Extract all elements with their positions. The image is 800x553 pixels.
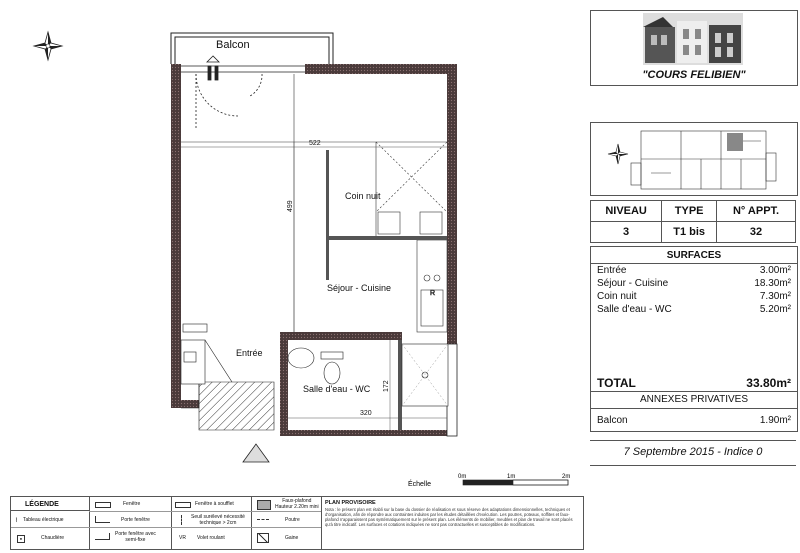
total-row — [597, 376, 791, 390]
legend-seuil: Seuil surélevé nécessité technique > 2cm — [191, 514, 245, 526]
scale-bar — [408, 474, 570, 488]
surface-label: Coin nuit — [597, 291, 637, 302]
legend-title: LÉGENDE — [25, 501, 59, 508]
legend-tilt-window-icon — [175, 502, 191, 508]
key-plan — [590, 122, 798, 196]
surface-row — [597, 304, 791, 315]
date-box — [590, 440, 796, 466]
legend-fenetre-soufflet: Fenêtre à soufflet — [195, 501, 234, 507]
key-plan-highlight — [727, 133, 743, 151]
legend-threshold-icon — [181, 515, 183, 525]
legend-vr-code: VR — [179, 535, 186, 541]
header-type: TYPE — [662, 201, 717, 222]
legend-faux-plafond: Faux-plafond Hauteur 2.20m mini — [275, 498, 319, 510]
dim-320: 320 — [360, 410, 372, 417]
plan-date: 7 Septembre 2015 - Indice 0 — [623, 446, 763, 458]
legend-porte-fenetre: Porte fenêtre — [121, 517, 150, 523]
surface-value: 5.20m² — [759, 304, 791, 315]
value-niveau: 3 — [591, 222, 662, 243]
total-label: TOTAL — [597, 376, 636, 390]
surface-row — [597, 291, 791, 302]
total-value: 33.80m² — [746, 376, 791, 390]
surface-value: 18.30m² — [754, 278, 791, 289]
scale-tick-2: 2m — [562, 474, 571, 480]
value-appt: 32 — [717, 222, 796, 243]
header-appt: N° APPT. — [717, 201, 796, 222]
dim-522: 522 — [309, 140, 321, 147]
legend-tableau: Tableau électrique — [23, 517, 64, 523]
surface-row — [597, 265, 791, 276]
entrance-arrow-icon — [243, 444, 269, 462]
surface-label: Salle d'eau - WC — [597, 304, 672, 315]
surfaces-title: SURFACES — [666, 250, 722, 261]
coin-nuit-partition — [326, 150, 447, 280]
balcony-door — [181, 56, 305, 128]
label-coin-nuit: Coin nuit — [345, 191, 381, 201]
value-type: T1 bis — [662, 222, 717, 243]
balcony-outline — [171, 33, 333, 64]
scale-tick-1: 1m — [507, 474, 516, 480]
entrance-hatch — [181, 324, 274, 430]
building-illustration — [643, 13, 743, 65]
surface-label: Entrée — [597, 265, 627, 276]
legend-semi-fixed-door-icon — [95, 533, 110, 540]
legend-gaine: Gaine — [285, 535, 299, 541]
surface-label: Séjour - Cuisine — [597, 278, 669, 289]
legend-beam-icon — [257, 519, 269, 520]
plan-provisoire-note: Nota : le présent plan est établi sur la base du dossier de réalisation et sous réserve des adaptations dimensionnelles, techniques et d'organisation, afin de répondre aux contraintes induites par les études détaillées d'exécution. Les poutres, poteaux, soffites et faux-plafond n'apparaissent pas systématiquement sur le présent plan. Les éléments de mobilier, meubles et plan de travail ne sont placés qu'à titre indicatif. Les surfaces et cotations indiquées ne sont pas contractuelles et susceptibles de modifications. — [325, 507, 573, 527]
scale-tick-0: 0m — [458, 474, 467, 480]
surface-value: 3.00m² — [759, 265, 791, 276]
project-title: "COURS FELIBIEN" — [642, 69, 746, 81]
legend-poutre: Poutre — [285, 517, 300, 523]
label-salle-eau: Salle d'eau - WC — [303, 384, 371, 394]
surface-row — [597, 278, 791, 289]
svg-text:R: R — [430, 290, 436, 297]
annex-value: 1.90m² — [759, 415, 791, 426]
surfaces-panel — [590, 246, 798, 432]
legend-porte-semi: Porte fenêtre avec semi-fixe — [115, 531, 156, 543]
legend-french-door-icon — [95, 516, 110, 523]
legend-window-icon — [95, 502, 111, 508]
legend-boiler-icon: ● — [17, 535, 25, 543]
label-sejour: Séjour - Cuisine — [327, 283, 392, 293]
label-balcon: Balcon — [216, 39, 250, 51]
legend-box — [10, 496, 584, 550]
legend-panel-icon: ⌇ — [15, 518, 18, 524]
apartment-info-table — [590, 200, 796, 241]
dim-499: 499 — [287, 200, 294, 212]
annex-label: Balcon — [597, 415, 628, 426]
key-plan-compass-icon — [608, 144, 628, 164]
label-entree: Entrée — [236, 348, 263, 358]
plan-provisoire-title: PLAN PROVISOIRE — [325, 500, 376, 506]
legend-vr: Volet roulant — [197, 535, 225, 541]
annexes-title: ANNEXES PRIVATIVES — [640, 394, 748, 405]
surface-value: 7.30m² — [759, 291, 791, 302]
legend-fenetre: Fenêtre — [123, 501, 141, 507]
legend-chaudiere: Chaudière — [41, 535, 65, 541]
legend-false-ceiling-icon — [257, 500, 271, 510]
dim-172: 172 — [383, 380, 390, 392]
legend-duct-icon — [257, 533, 269, 543]
header-niveau: NIVEAU — [591, 201, 662, 222]
scale-label: Échelle — [408, 481, 431, 488]
compass-icon — [34, 32, 62, 60]
project-header — [590, 10, 798, 86]
annex-row — [597, 415, 791, 426]
